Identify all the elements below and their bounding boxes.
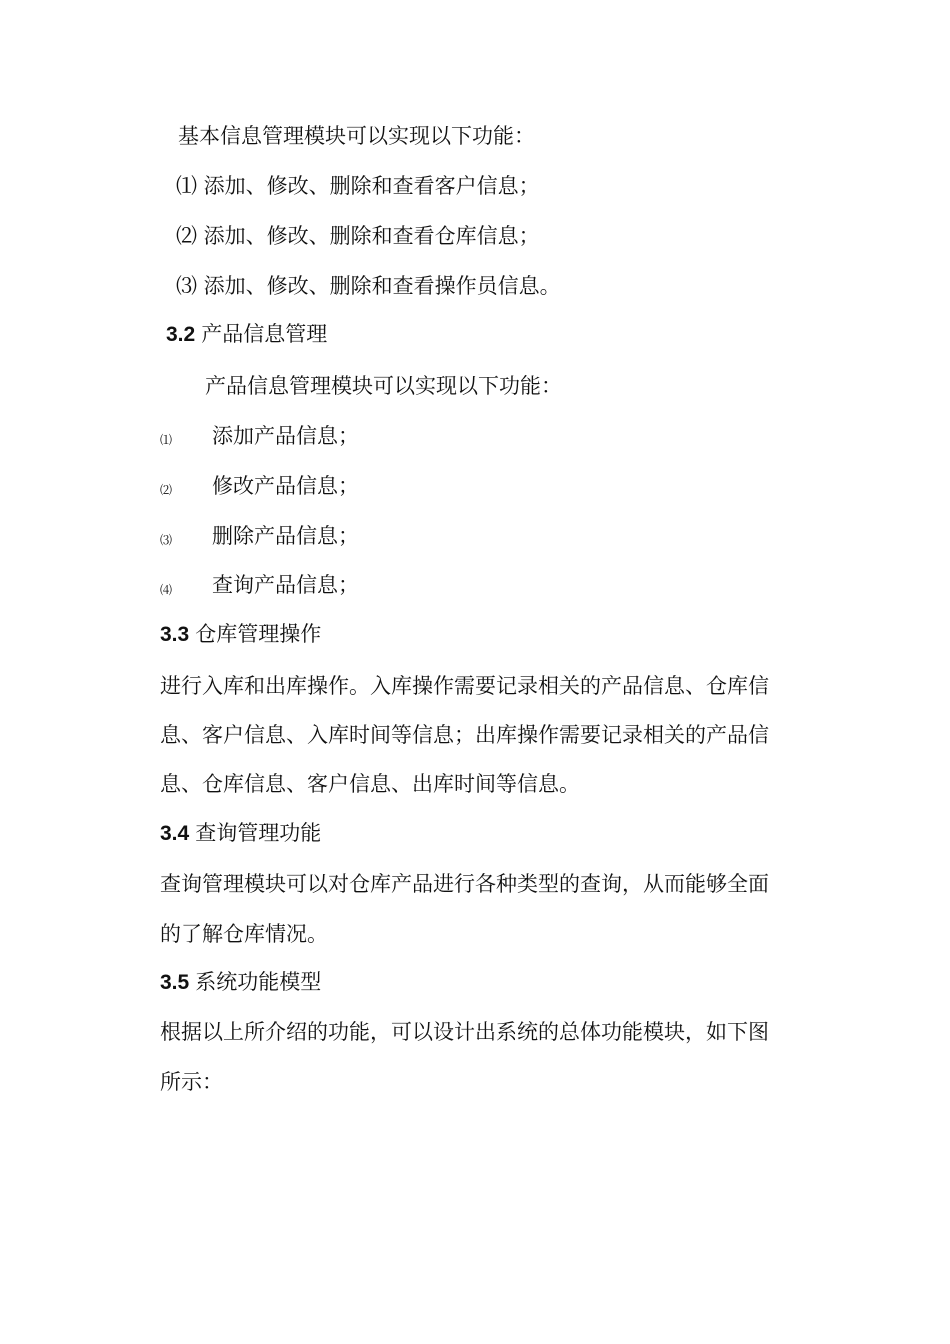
paragraph-line: 查询管理模块可以对仓库产品进行各种类型的查询，从而能够全面 (160, 872, 769, 896)
list-item: 查询产品信息； (212, 573, 359, 597)
heading-3-2 (166, 324, 327, 345)
basic-item-3: ⑶ 添加、修改、删除和查看操作员信息。 (176, 274, 561, 298)
list-marker: ⑶ (160, 533, 173, 547)
product-intro: 产品信息管理模块可以实现以下功能： (205, 374, 562, 398)
heading-title: 系统功能模型 (195, 970, 322, 994)
paragraph-line: 息、客户信息、入库时间等信息；出库操作需要记录相关的产品信 (160, 723, 769, 747)
basic-item-1: ⑴ 添加、修改、删除和查看客户信息； (176, 174, 540, 198)
heading-3-4 (160, 823, 321, 844)
paragraph-line: 息、仓库信息、客户信息、出库时间等信息。 (160, 772, 580, 796)
heading-number: 3.3 (160, 623, 190, 646)
paragraph-line: 的了解仓库情况。 (160, 922, 328, 946)
list-marker: ⑴ (160, 433, 173, 447)
heading-number: 3.4 (160, 822, 190, 845)
heading-title: 仓库管理操作 (195, 622, 322, 646)
heading-number: 3.5 (160, 971, 190, 994)
paragraph-line: 进行入库和出库操作。入库操作需要记录相关的产品信息、仓库信 (160, 674, 769, 698)
basic-item-2: ⑵ 添加、修改、删除和查看仓库信息； (176, 224, 540, 248)
basic-intro: 基本信息管理模块可以实现以下功能： (178, 124, 535, 148)
list-item: 添加产品信息； (212, 424, 359, 448)
heading-title: 产品信息管理 (201, 322, 328, 346)
list-marker: ⑵ (160, 483, 173, 497)
heading-title: 查询管理功能 (195, 821, 322, 845)
heading-number: 3.2 (166, 323, 196, 346)
list-item: 删除产品信息； (212, 524, 359, 548)
list-item: 修改产品信息； (212, 474, 359, 498)
heading-3-3 (160, 624, 321, 645)
heading-3-5 (160, 972, 321, 993)
paragraph-line: 所示： (160, 1070, 223, 1094)
list-marker: ⑷ (160, 583, 173, 597)
paragraph-line: 根据以上所介绍的功能，可以设计出系统的总体功能模块，如下图 (160, 1020, 769, 1044)
